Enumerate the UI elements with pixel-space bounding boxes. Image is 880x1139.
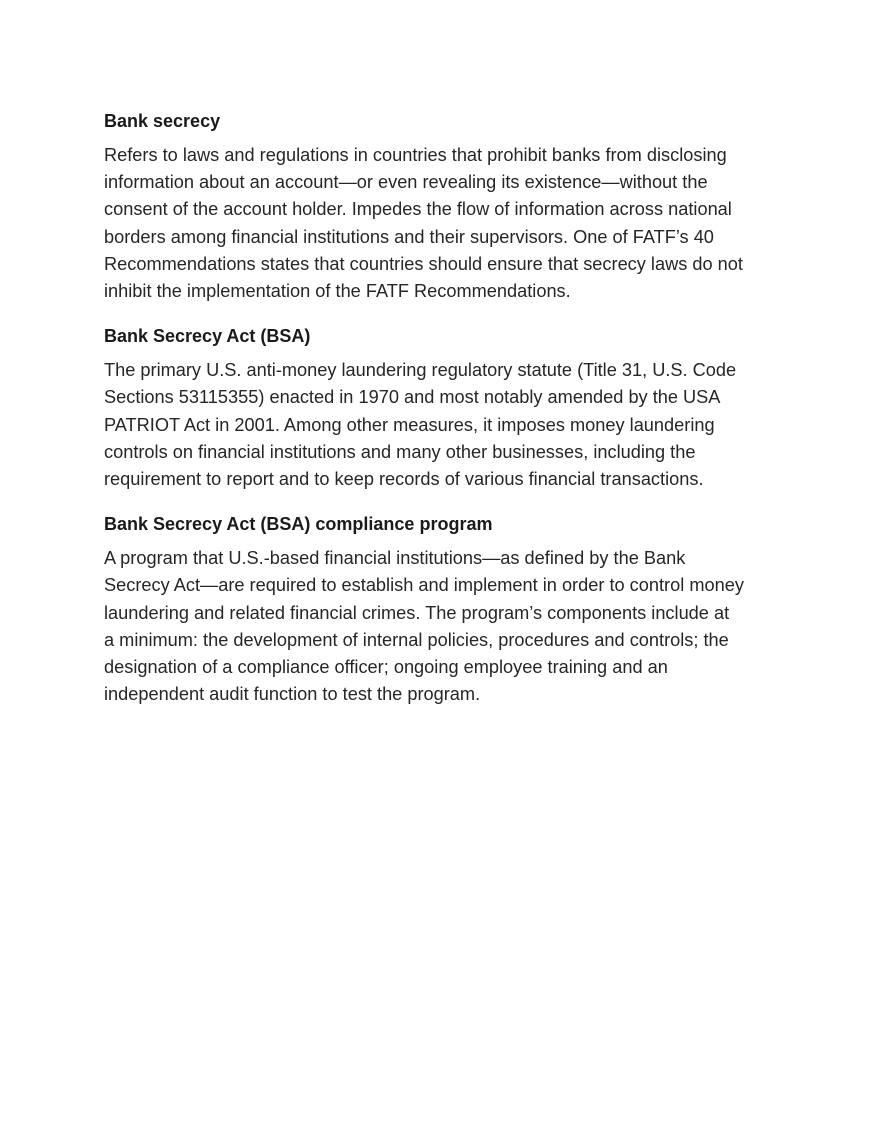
entry-term: Bank Secrecy Act (BSA) [104,326,311,347]
entry-definition: Refers to laws and regulations in countries that prohibit banks from disclosing information about an account—or even revealing its existence—without the consent of the account holder. Impedes the flow of information across national borders among financial institutions and their supervisors. One of FATF’s 40 Recommendations states that countries should ensure that secrecy laws do not inhibit the implementation of the FATF Recommendations. [104,145,743,302]
glossary-entry-bank-secrecy [104,108,744,305]
glossary-page [104,108,744,726]
entry-definition: A program that U.S.-based financial institutions—as defined by the Bank Secrecy Act—are required to establish and implement in order to control money laundering and related financial crimes. The program’s components include at a minimum: the development of internal policies, procedures and controls; the designation of a compliance officer; ongoing employee training and an independent audit function to test the program. [104,548,744,705]
glossary-entry-bsa-compliance-program [104,511,744,708]
entry-term: Bank secrecy [104,111,221,131]
entry-term: Bank Secrecy Act (BSA) compliance program [104,514,493,535]
glossary-entry-bank-secrecy-act [104,323,744,493]
entry-definition: The primary U.S. anti-money laundering regulatory statute (Title 31, U.S. Code Sections 53115355) enacted in 1970 and most notably amended by the USA PATRIOT Act in 2001. Among other measures, it imposes money laundering controls on financial institutions and many other businesses, including the requirement to report and to keep records of various financial transactions. [104,360,737,490]
